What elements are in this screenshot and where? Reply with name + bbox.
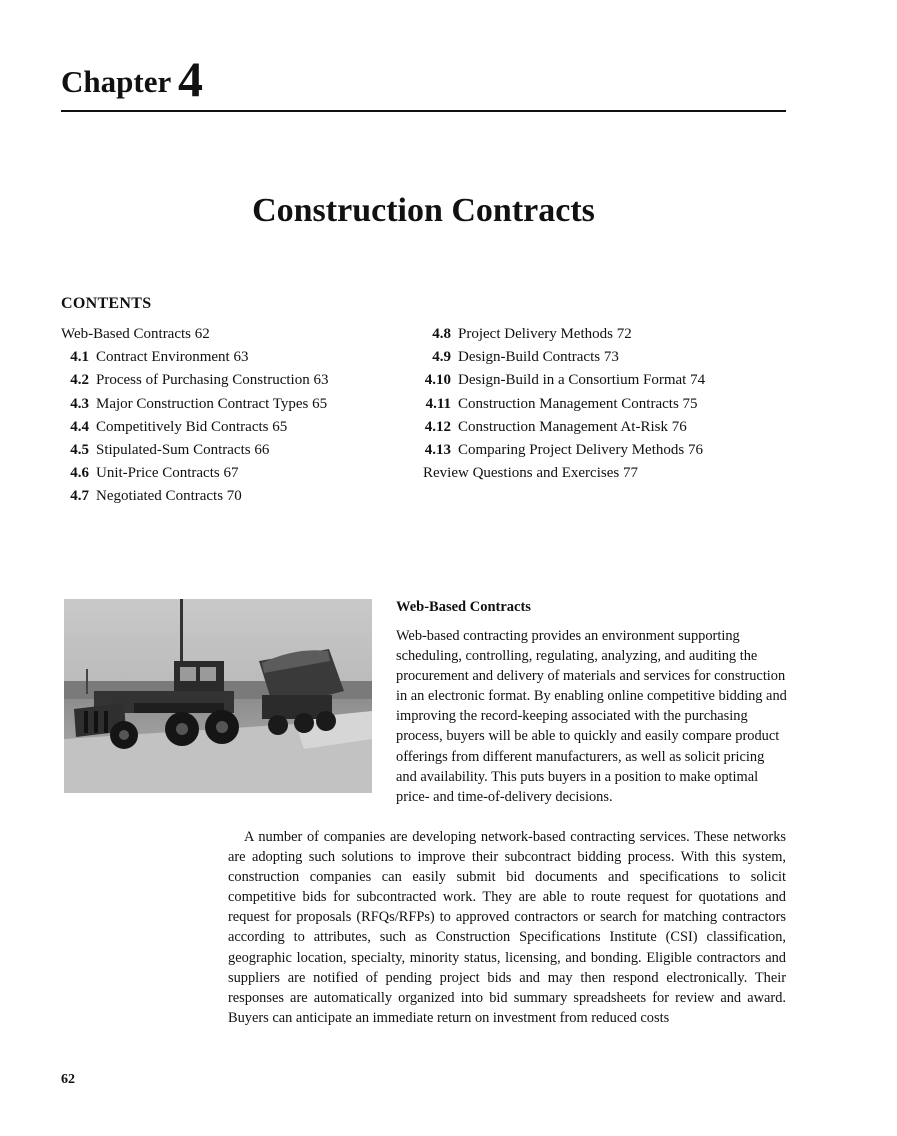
toc-entry-number: 4.8 [432, 326, 451, 342]
toc-entry[interactable] [423, 323, 823, 346]
toc-entry-number: 4.12 [424, 418, 451, 435]
toc-entry[interactable] [423, 393, 823, 416]
toc-entry[interactable] [61, 462, 411, 485]
toc-entry-text: Review Questions and Exercises 77 [423, 465, 638, 482]
toc-entry[interactable] [61, 439, 411, 462]
toc-entry[interactable] [423, 416, 823, 439]
toc-entry-text: Construction Management Contracts 75 [458, 395, 698, 412]
toc-entry[interactable] [423, 346, 823, 369]
toc-entry-number: 4.7 [70, 488, 89, 505]
contents-heading: CONTENTS [61, 295, 152, 312]
toc-entry[interactable] [61, 369, 411, 392]
chapter-label: Chapter [61, 64, 172, 99]
toc-entry-text: Contract Environment 63 [96, 349, 249, 366]
toc-entry-number: 4.2 [70, 372, 89, 389]
construction-photo [64, 599, 372, 793]
chapter-header [61, 52, 786, 112]
toc-entry-text: Stipulated-Sum Contracts 66 [96, 442, 270, 459]
toc-entry[interactable] [61, 346, 411, 369]
toc-entry-text: Negotiated Contracts 70 [96, 488, 242, 505]
toc-entry-number: 4.4 [70, 418, 89, 435]
toc-entry-number: 4.11 [425, 395, 451, 412]
toc-entry-text: Construction Management At-Risk 76 [458, 418, 687, 435]
toc-entry-text: Process of Purchasing Construction 63 [96, 372, 329, 389]
page-title: Construction Contracts [252, 192, 595, 229]
toc-entry-text: Comparing Project Delivery Methods 76 [458, 442, 703, 459]
toc-entry-text: Project Delivery Methods 72 [458, 326, 632, 342]
page-number: 62 [61, 1072, 75, 1087]
toc-entry-number: 4.13 [424, 442, 451, 459]
motor-grader-dump-truck-illustration [64, 599, 372, 793]
toc-entry-number: 4.5 [70, 442, 89, 459]
toc-entry-text: Unit-Price Contracts 67 [96, 465, 239, 482]
toc-left-column [61, 323, 411, 509]
toc-entry-text: Design-Build in a Consortium Format 74 [458, 372, 706, 389]
toc-right-column [423, 323, 823, 485]
chapter-number: 4 [178, 51, 203, 107]
toc-entry-number: 4.3 [70, 395, 89, 412]
toc-entry-number: 4.9 [432, 349, 451, 366]
intro-paragraph: Web-based contracting provides an environment supporting scheduling, controlling, regulating, analyzing, and auditing the procurement and delivery of materials and services for construction in an electronic format. By enabling online competitive bidding and improving the record-keeping associated with the purchasing process, buyers will be able to quickly and easily compare product offerings from different manufacturers, as well as solicit pricing and availability. This puts buyers in a position to make optimal price- and time-of-delivery decisions. [396, 628, 787, 805]
toc-entry-number: 4.6 [70, 465, 89, 482]
toc-entry[interactable] [61, 485, 411, 508]
toc-entry[interactable] [423, 369, 823, 392]
body-paragraph: A number of companies are developing network-based contracting services. These networks are adopting such solutions to improve their subcontract bidding process. With this system, construction companies can easily submit bid documents and specifications to solicit competitive bids for subcontracted work. They are able to route request for quotations and request for proposals (RFQs/RFPs) to approved contractors or search for matching contractors according to attributes, such as Construction Specifications Institute (CSI) classification, geographic location, specialty, minority status, licensing, and bonding. Eligible contractors and suppliers are notified of pending project bids and may then respond electronically. Their responses are automatically organized into bid summary spreadsheets for review and award. Buyers can anticipate an immediate return on investment from reduced costs [228, 829, 786, 1026]
toc-entry-text: Competitively Bid Contracts 65 [96, 418, 288, 435]
toc-entry[interactable] [423, 462, 823, 485]
toc-entry-text: Design-Build Contracts 73 [458, 349, 619, 366]
toc-entry[interactable] [61, 323, 411, 346]
toc-entry[interactable] [61, 416, 411, 439]
toc-entry-number: 4.1 [70, 349, 89, 366]
toc-entry[interactable] [61, 393, 411, 416]
toc-entry-text: Web-Based Contracts 62 [61, 326, 210, 342]
section-heading: Web-Based Contracts [396, 599, 531, 615]
toc-entry-number: 4.10 [424, 372, 451, 389]
toc-entry-text: Major Construction Contract Types 65 [96, 395, 328, 412]
toc-entry[interactable] [423, 439, 823, 462]
